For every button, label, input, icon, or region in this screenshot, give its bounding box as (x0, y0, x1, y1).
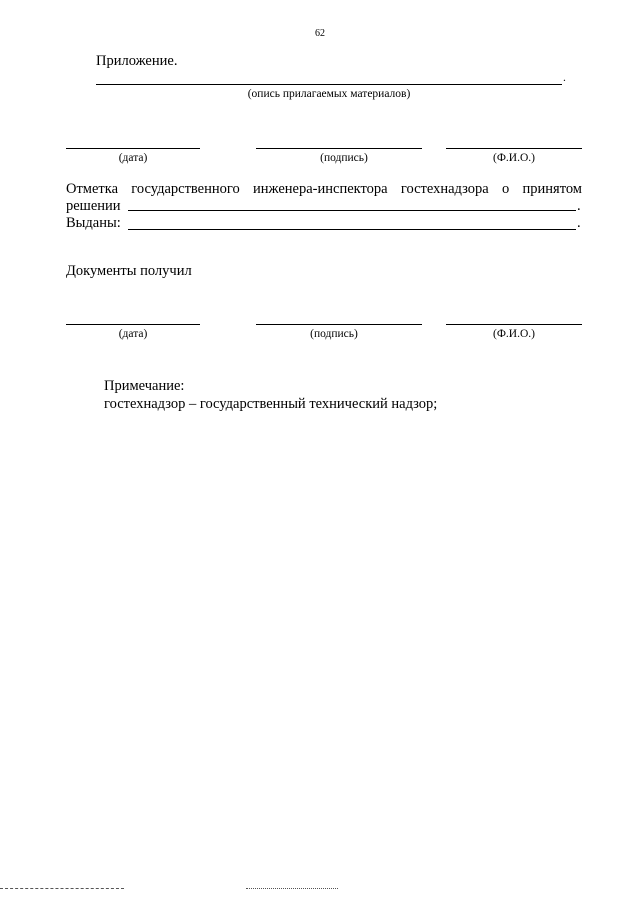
decision-period: . (577, 198, 581, 214)
attachment-period: . (563, 72, 566, 84)
name-caption-1: (Ф.И.О.) (493, 152, 535, 164)
attachment-line[interactable] (96, 84, 562, 85)
documents-received-label: Документы получил (66, 263, 192, 279)
issued-line[interactable] (128, 229, 576, 230)
decision-label: решении (66, 198, 121, 214)
date-caption-1: (дата) (118, 152, 148, 164)
note-text: гостехнадзор – государственный технический надзор; (104, 396, 438, 412)
scan-artifact-line (0, 888, 124, 889)
decision-line[interactable] (128, 210, 576, 211)
attachment-caption: (опись прилагаемых материалов) (247, 88, 411, 100)
date-caption-2: (дата) (118, 328, 148, 340)
page-number: 62 (315, 28, 325, 39)
attachment-label: Приложение. (96, 53, 178, 69)
date-line-2[interactable] (66, 324, 200, 325)
name-caption-2: (Ф.И.О.) (493, 328, 535, 340)
note-title: Примечание: (104, 378, 185, 394)
date-line-1[interactable] (66, 148, 200, 149)
name-line-2[interactable] (446, 324, 582, 325)
issued-period: . (577, 215, 581, 231)
signature-caption-2: (подпись) (310, 328, 358, 340)
signature-line-2[interactable] (256, 324, 422, 325)
scan-artifact-dots (246, 888, 338, 889)
issued-label: Выданы: (66, 215, 121, 231)
name-line-1[interactable] (446, 148, 582, 149)
signature-line-1[interactable] (256, 148, 422, 149)
inspector-note-line: Отметка государственного инженера-инспектора гостехнадзора о принятом (66, 181, 582, 197)
signature-caption-1: (подпись) (320, 152, 368, 164)
